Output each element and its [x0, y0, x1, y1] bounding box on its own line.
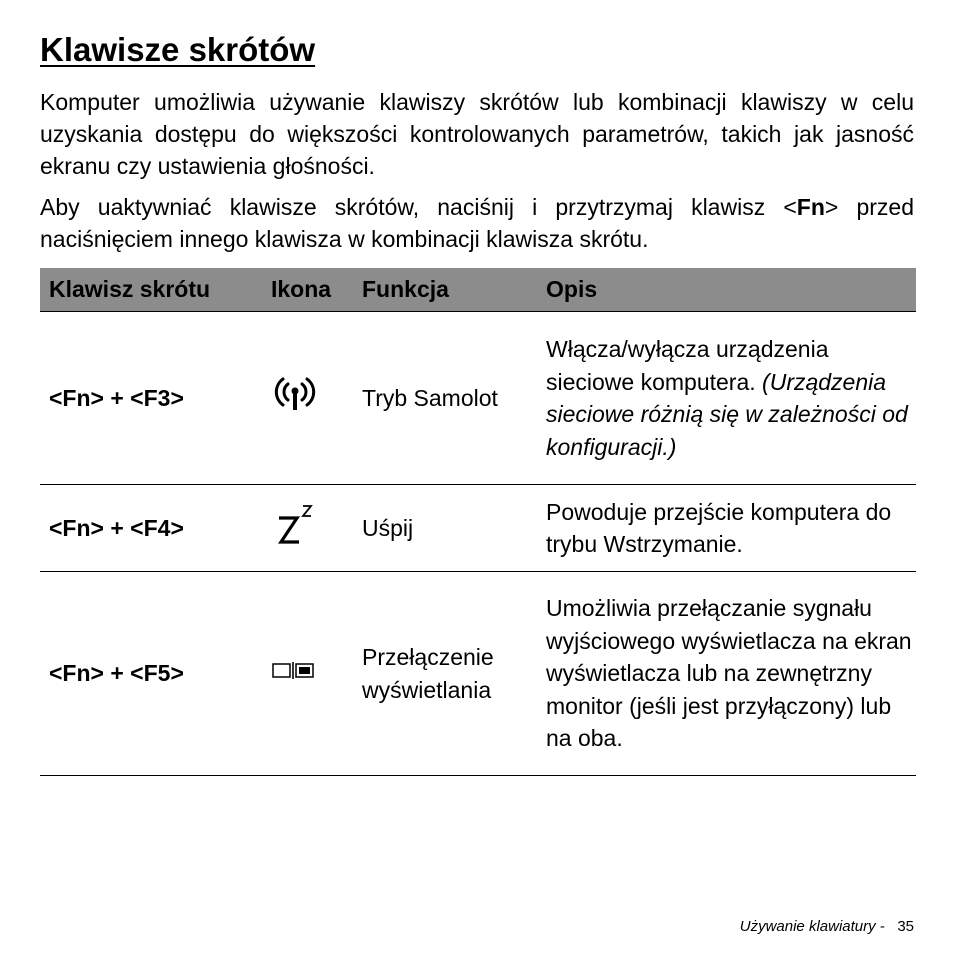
page-number: 35: [897, 918, 914, 935]
wireless-antenna-icon: [271, 393, 319, 419]
description-text: Włącza/wyłącza urządzenia sieciowe komputera.: [546, 336, 829, 395]
header-icon: Ikona: [262, 268, 353, 312]
icon-cell: [262, 485, 353, 572]
header-function: Funkcja: [353, 268, 537, 312]
intro-paragraph-2: [40, 191, 914, 255]
intro-p2-before: Aby uaktywniać klawisze skrótów, naciśnij i przytrzymaj klawisz <: [40, 194, 797, 220]
function-cell: Przełączenie wyświetlania: [353, 572, 537, 776]
fn-key-label: Fn: [796, 194, 825, 220]
table-row: [40, 485, 916, 572]
page-footer: [740, 918, 914, 936]
header-hotkey: Klawisz skrótu: [40, 268, 262, 312]
description-note: (Urządzenia sieciowe różnią się w zależności od konfiguracji.): [546, 368, 908, 460]
intro-paragraph-1: Komputer umożliwia używanie klawiszy skrótów lub kombinacji klawiszy w celu uzyskania dostępu do większości kontrolowanych parametrów, takich jak jasność ekranu czy ustawienia głośności.: [40, 89, 914, 179]
description-cell: [537, 312, 916, 485]
description-cell: Umożliwia przełączanie sygnału wyjściowego wyświetlacza na ekran wyświetlacza lub na zewnętrzny monitor (jeśli jest przyłączony) lub na oba.: [537, 572, 916, 776]
display-toggle-icon: [271, 660, 321, 686]
hotkey-cell: <Fn> + <F4>: [40, 485, 262, 572]
table-header-row: [40, 268, 916, 312]
hotkey-cell: <Fn> + <F3>: [40, 312, 262, 485]
icon-cell: [262, 572, 353, 776]
sleep-zz-icon: [271, 527, 319, 553]
table-row: [40, 572, 916, 776]
hotkey-cell: <Fn> + <F5>: [40, 572, 262, 776]
description-cell: Powoduje przejście komputera do trybu Wstrzymanie.: [537, 485, 916, 572]
function-cell: Tryb Samolot: [353, 312, 537, 485]
intro-p2-after: > przed naciśnięciem innego klawisza w kombinacji klawisza skrótu.: [40, 194, 915, 252]
icon-cell: [262, 312, 353, 485]
header-description: Opis: [537, 268, 916, 312]
function-cell: Uśpij: [353, 485, 537, 572]
hotkeys-table: [40, 268, 916, 776]
table-row: [40, 312, 916, 485]
page-title: Klawisze skrótów: [40, 31, 316, 68]
footer-text: Używanie klawiatury -: [739, 918, 885, 935]
